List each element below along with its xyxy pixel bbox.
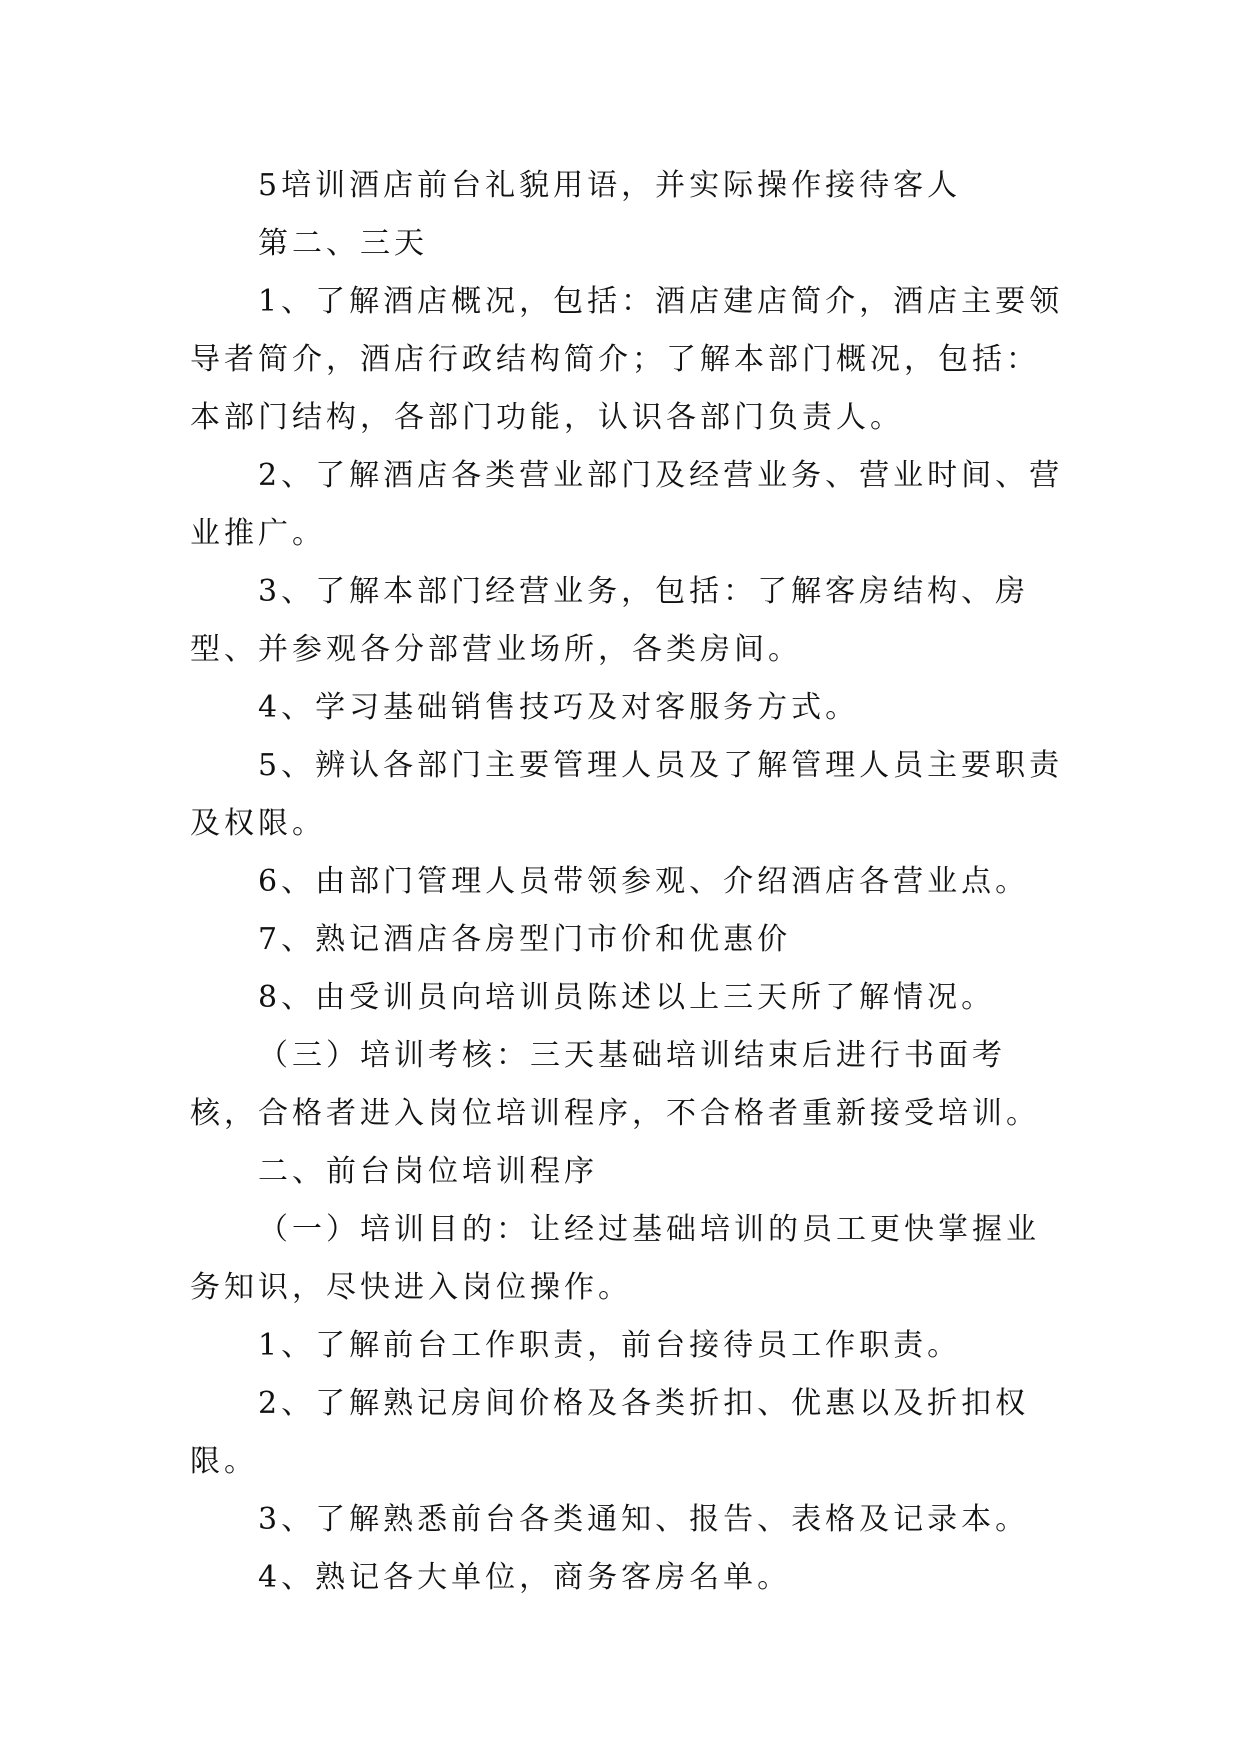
paragraph-2: 第二、三天 bbox=[258, 226, 428, 261]
paragraph-6: 4、学习基础销售技巧及对客服务方式。 bbox=[258, 690, 860, 725]
paragraph-4: 2、了解酒店各类营业部门及经营业务、营业时间、营业推广。 bbox=[190, 458, 1064, 551]
paragraph-13: （一）培训目的：让经过基础培训的员工更快掌握业务知识，尽快进入岗位操作。 bbox=[190, 1212, 1040, 1305]
paragraph-15: 2、了解熟记房间价格及各类折扣、优惠以及折扣权限。 bbox=[190, 1386, 1030, 1479]
paragraph-16: 3、了解熟悉前台各类通知、报告、表格及记录本。 bbox=[258, 1502, 1030, 1537]
document-body bbox=[190, 157, 1070, 1607]
paragraph-9: 7、熟记酒店各房型门市价和优惠价 bbox=[258, 922, 792, 957]
paragraph-5: 3、了解本部门经营业务，包括：了解客房结构、房型、并参观各分部营业场所，各类房间。 bbox=[190, 574, 1030, 667]
paragraph-7: 5、辨认各部门主要管理人员及了解管理人员主要职责及权限。 bbox=[190, 748, 1064, 841]
paragraph-11: （三）培训考核：三天基础培训结束后进行书面考核，合格者进入岗位培训程序，不合格者重新接受培训。 bbox=[190, 1038, 1040, 1131]
paragraph-3: 1、了解酒店概况，包括：酒店建店简介，酒店主要领导者简介，酒店行政结构简介；了解本部门概况，包括：本部门结构，各部门功能，认识各部门负责人。 bbox=[190, 284, 1064, 435]
paragraph-1: 5培训酒店前台礼貌用语，并实际操作接待客人 bbox=[258, 168, 962, 203]
paragraph-12: 二、前台岗位培训程序 bbox=[258, 1154, 598, 1189]
paragraph-14: 1、了解前台工作职责，前台接待员工作职责。 bbox=[258, 1328, 962, 1363]
paragraph-17: 4、熟记各大单位，商务客房名单。 bbox=[258, 1560, 792, 1595]
paragraph-8: 6、由部门管理人员带领参观、介绍酒店各营业点。 bbox=[258, 864, 1030, 899]
paragraph-10: 8、由受训员向培训员陈述以上三天所了解情况。 bbox=[258, 980, 996, 1015]
